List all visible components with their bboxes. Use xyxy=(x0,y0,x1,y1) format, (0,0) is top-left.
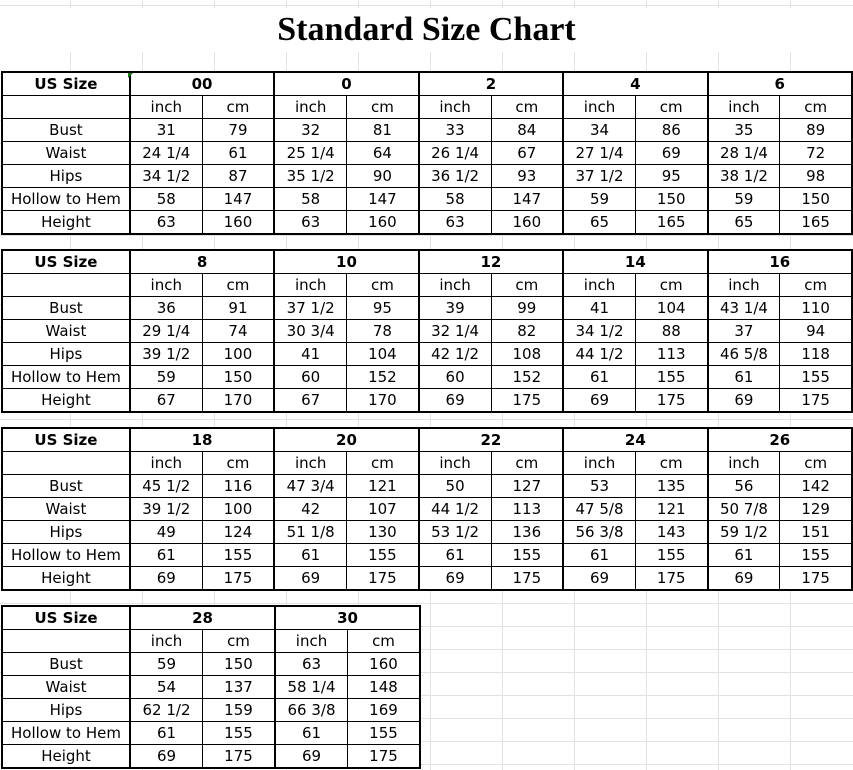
value-inch: 69 xyxy=(563,389,635,413)
value-inch: 34 xyxy=(563,119,635,142)
value-inch: 28 1/4 xyxy=(708,142,780,165)
unit-cm-header: cm xyxy=(348,630,421,653)
value-cm: 61 xyxy=(202,142,274,165)
value-inch: 37 1/2 xyxy=(563,165,635,188)
value-inch: 59 xyxy=(708,188,780,211)
value-inch: 61 xyxy=(275,722,348,745)
value-inch: 65 xyxy=(563,211,635,235)
value-cm: 165 xyxy=(635,211,707,235)
row-label: Hips xyxy=(2,699,130,722)
page-title: Standard Size Chart xyxy=(0,8,853,52)
row-label: Hollow to Hem xyxy=(2,722,130,745)
value-inch: 61 xyxy=(708,366,780,389)
unit-inch-header: inch xyxy=(274,274,346,297)
value-cm: 150 xyxy=(203,653,276,676)
value-inch: 25 1/4 xyxy=(274,142,346,165)
value-inch: 33 xyxy=(419,119,491,142)
row-label: Waist xyxy=(2,676,130,699)
value-cm: 98 xyxy=(780,165,852,188)
row-label: Hollow to Hem xyxy=(2,544,130,567)
unit-cm-header: cm xyxy=(347,452,419,475)
us-size-header: US Size xyxy=(2,72,130,96)
row-label: Waist xyxy=(2,320,130,343)
value-inch: 61 xyxy=(708,544,780,567)
value-inch: 61 xyxy=(563,366,635,389)
value-cm: 72 xyxy=(780,142,852,165)
value-cm: 81 xyxy=(347,119,419,142)
value-cm: 155 xyxy=(780,366,852,389)
value-cm: 136 xyxy=(491,521,563,544)
size-header: 28 xyxy=(130,606,275,630)
value-inch: 44 1/2 xyxy=(563,343,635,366)
value-cm: 129 xyxy=(780,498,852,521)
row-label: Waist xyxy=(2,498,130,521)
size-header: 00 xyxy=(130,72,274,96)
value-inch: 59 1/2 xyxy=(708,521,780,544)
value-inch: 35 1/2 xyxy=(274,165,346,188)
table-row xyxy=(2,567,852,591)
unit-cm-header: cm xyxy=(202,452,274,475)
value-cm: 150 xyxy=(202,366,274,389)
value-cm: 160 xyxy=(347,211,419,235)
value-inch: 63 xyxy=(130,211,202,235)
unit-cm-header: cm xyxy=(780,452,852,475)
row-label: Bust xyxy=(2,653,130,676)
value-cm: 147 xyxy=(202,188,274,211)
size-header: 8 xyxy=(130,250,274,274)
table-row xyxy=(2,653,420,676)
value-cm: 91 xyxy=(202,297,274,320)
unit-cm-header: cm xyxy=(780,274,852,297)
value-inch: 31 xyxy=(130,119,202,142)
value-inch: 53 xyxy=(563,475,635,498)
row-label: Hollow to Hem xyxy=(2,188,130,211)
value-inch: 61 xyxy=(130,722,203,745)
size-header: 2 xyxy=(419,72,563,96)
value-cm: 155 xyxy=(348,722,421,745)
size-header: 16 xyxy=(708,250,852,274)
value-cm: 64 xyxy=(347,142,419,165)
value-inch: 49 xyxy=(130,521,202,544)
value-cm: 155 xyxy=(202,544,274,567)
value-cm: 160 xyxy=(202,211,274,235)
unit-inch-header: inch xyxy=(130,452,202,475)
value-cm: 79 xyxy=(202,119,274,142)
size-header: 4 xyxy=(563,72,707,96)
value-cm: 86 xyxy=(635,119,707,142)
value-inch: 41 xyxy=(563,297,635,320)
us-size-header: US Size xyxy=(2,250,130,274)
value-cm: 88 xyxy=(635,320,707,343)
table-row xyxy=(2,188,852,211)
value-inch: 38 1/2 xyxy=(708,165,780,188)
table-row xyxy=(2,521,852,544)
value-cm: 116 xyxy=(202,475,274,498)
value-inch: 56 xyxy=(708,475,780,498)
value-cm: 95 xyxy=(347,297,419,320)
value-cm: 82 xyxy=(491,320,563,343)
value-cm: 165 xyxy=(780,211,852,235)
value-cm: 108 xyxy=(491,343,563,366)
value-cm: 175 xyxy=(780,389,852,413)
value-cm: 175 xyxy=(635,567,707,591)
unit-cm-header: cm xyxy=(635,96,707,119)
value-inch: 47 3/4 xyxy=(274,475,346,498)
table-row xyxy=(2,211,852,235)
value-inch: 39 xyxy=(419,297,491,320)
table-row xyxy=(2,297,852,320)
size-table xyxy=(1,249,853,413)
value-inch: 58 xyxy=(130,188,202,211)
value-inch: 69 xyxy=(563,567,635,591)
value-cm: 147 xyxy=(491,188,563,211)
value-cm: 159 xyxy=(203,699,276,722)
cell-comment-marker xyxy=(128,73,133,78)
unit-inch-header: inch xyxy=(708,96,780,119)
table-row xyxy=(2,722,420,745)
value-cm: 155 xyxy=(635,544,707,567)
value-inch: 61 xyxy=(563,544,635,567)
value-inch: 27 1/4 xyxy=(563,142,635,165)
unit-cm-header: cm xyxy=(202,96,274,119)
value-cm: 93 xyxy=(491,165,563,188)
value-cm: 87 xyxy=(202,165,274,188)
value-cm: 74 xyxy=(202,320,274,343)
value-cm: 107 xyxy=(347,498,419,521)
value-cm: 118 xyxy=(780,343,852,366)
value-inch: 34 1/2 xyxy=(130,165,202,188)
unit-cm-header: cm xyxy=(780,96,852,119)
value-cm: 113 xyxy=(635,343,707,366)
unit-inch-header: inch xyxy=(563,96,635,119)
value-cm: 104 xyxy=(347,343,419,366)
value-inch: 66 3/8 xyxy=(275,699,348,722)
value-inch: 45 1/2 xyxy=(130,475,202,498)
value-inch: 47 5/8 xyxy=(563,498,635,521)
value-cm: 170 xyxy=(347,389,419,413)
size-header: 6 xyxy=(708,72,852,96)
value-inch: 69 xyxy=(708,567,780,591)
value-inch: 46 5/8 xyxy=(708,343,780,366)
us-size-header: US Size xyxy=(2,606,130,630)
row-label: Hips xyxy=(2,521,130,544)
unit-cm-header: cm xyxy=(347,96,419,119)
value-cm: 155 xyxy=(203,722,276,745)
value-cm: 67 xyxy=(491,142,563,165)
unit-inch-header: inch xyxy=(563,274,635,297)
table-row xyxy=(2,498,852,521)
size-header: 12 xyxy=(419,250,563,274)
value-inch: 39 1/2 xyxy=(130,343,202,366)
value-inch: 43 1/4 xyxy=(708,297,780,320)
table-row xyxy=(2,142,852,165)
size-header: 14 xyxy=(563,250,707,274)
value-inch: 36 1/2 xyxy=(419,165,491,188)
unit-inch-header: inch xyxy=(130,274,202,297)
unit-inch-header: inch xyxy=(130,630,203,653)
value-cm: 143 xyxy=(635,521,707,544)
row-label: Height xyxy=(2,389,130,413)
value-inch: 59 xyxy=(130,653,203,676)
size-header: 22 xyxy=(419,428,563,452)
value-cm: 100 xyxy=(202,343,274,366)
value-inch: 42 xyxy=(274,498,346,521)
value-cm: 152 xyxy=(491,366,563,389)
size-header: 20 xyxy=(274,428,418,452)
value-inch: 35 xyxy=(708,119,780,142)
value-cm: 175 xyxy=(347,567,419,591)
value-inch: 37 1/2 xyxy=(274,297,346,320)
value-cm: 175 xyxy=(635,389,707,413)
value-inch: 41 xyxy=(274,343,346,366)
table-row xyxy=(2,343,852,366)
value-inch: 60 xyxy=(419,366,491,389)
size-table xyxy=(1,71,853,235)
unit-cm-header: cm xyxy=(347,274,419,297)
table-row xyxy=(2,676,420,699)
value-inch: 69 xyxy=(708,389,780,413)
unit-inch-header: inch xyxy=(563,452,635,475)
value-inch: 44 1/2 xyxy=(419,498,491,521)
value-cm: 130 xyxy=(347,521,419,544)
value-cm: 104 xyxy=(635,297,707,320)
unit-inch-header: inch xyxy=(419,452,491,475)
value-cm: 155 xyxy=(635,366,707,389)
value-inch: 56 3/8 xyxy=(563,521,635,544)
value-inch: 69 xyxy=(274,567,346,591)
row-label: Height xyxy=(2,211,130,235)
unit-cm-header: cm xyxy=(491,274,563,297)
value-inch: 67 xyxy=(274,389,346,413)
value-cm: 99 xyxy=(491,297,563,320)
value-cm: 175 xyxy=(348,745,421,769)
size-header: 0 xyxy=(274,72,418,96)
value-inch: 29 1/4 xyxy=(130,320,202,343)
value-inch: 69 xyxy=(275,745,348,769)
size-table xyxy=(1,605,421,769)
table-row xyxy=(2,119,852,142)
unit-inch-header: inch xyxy=(708,452,780,475)
value-cm: 135 xyxy=(635,475,707,498)
value-inch: 58 1/4 xyxy=(275,676,348,699)
value-cm: 170 xyxy=(202,389,274,413)
unit-cm-header: cm xyxy=(635,274,707,297)
value-inch: 24 1/4 xyxy=(130,142,202,165)
value-cm: 152 xyxy=(347,366,419,389)
value-cm: 155 xyxy=(780,544,852,567)
value-cm: 137 xyxy=(203,676,276,699)
value-inch: 61 xyxy=(274,544,346,567)
value-inch: 26 1/4 xyxy=(419,142,491,165)
table-row xyxy=(2,544,852,567)
row-label: Hips xyxy=(2,165,130,188)
value-cm: 150 xyxy=(780,188,852,211)
value-cm: 142 xyxy=(780,475,852,498)
value-cm: 151 xyxy=(780,521,852,544)
value-cm: 78 xyxy=(347,320,419,343)
value-cm: 113 xyxy=(491,498,563,521)
value-cm: 100 xyxy=(202,498,274,521)
value-cm: 124 xyxy=(202,521,274,544)
table-row xyxy=(2,475,852,498)
value-inch: 42 1/2 xyxy=(419,343,491,366)
value-cm: 155 xyxy=(347,544,419,567)
value-inch: 50 xyxy=(419,475,491,498)
value-inch: 30 3/4 xyxy=(274,320,346,343)
size-header: 10 xyxy=(274,250,418,274)
table-row xyxy=(2,699,420,722)
value-cm: 95 xyxy=(635,165,707,188)
value-inch: 63 xyxy=(275,653,348,676)
value-inch: 67 xyxy=(130,389,202,413)
table-row xyxy=(2,745,420,769)
value-inch: 59 xyxy=(130,366,202,389)
value-cm: 175 xyxy=(491,567,563,591)
table-row xyxy=(2,389,852,413)
table-row xyxy=(2,320,852,343)
row-label: Bust xyxy=(2,119,130,142)
value-inch: 34 1/2 xyxy=(563,320,635,343)
value-inch: 63 xyxy=(419,211,491,235)
value-inch: 32 xyxy=(274,119,346,142)
value-cm: 150 xyxy=(635,188,707,211)
table-row xyxy=(2,366,852,389)
value-cm: 155 xyxy=(491,544,563,567)
value-inch: 36 xyxy=(130,297,202,320)
value-inch: 54 xyxy=(130,676,203,699)
value-inch: 50 7/8 xyxy=(708,498,780,521)
value-cm: 127 xyxy=(491,475,563,498)
row-label: Waist xyxy=(2,142,130,165)
unit-inch-header: inch xyxy=(130,96,202,119)
row-label: Height xyxy=(2,745,130,769)
blank-cell xyxy=(2,630,130,653)
value-inch: 61 xyxy=(419,544,491,567)
value-cm: 94 xyxy=(780,320,852,343)
value-inch: 58 xyxy=(274,188,346,211)
value-inch: 53 1/2 xyxy=(419,521,491,544)
unit-inch-header: inch xyxy=(274,452,346,475)
value-inch: 51 1/8 xyxy=(274,521,346,544)
unit-cm-header: cm xyxy=(491,452,563,475)
unit-inch-header: inch xyxy=(274,96,346,119)
value-inch: 58 xyxy=(419,188,491,211)
row-label: Height xyxy=(2,567,130,591)
row-label: Hollow to Hem xyxy=(2,366,130,389)
value-inch: 63 xyxy=(274,211,346,235)
row-label: Bust xyxy=(2,297,130,320)
value-cm: 148 xyxy=(348,676,421,699)
value-inch: 59 xyxy=(563,188,635,211)
value-inch: 32 1/4 xyxy=(419,320,491,343)
value-cm: 89 xyxy=(780,119,852,142)
row-label: Hips xyxy=(2,343,130,366)
unit-cm-header: cm xyxy=(635,452,707,475)
size-table xyxy=(1,427,853,591)
us-size-header: US Size xyxy=(2,428,130,452)
value-cm: 175 xyxy=(203,745,276,769)
value-cm: 175 xyxy=(491,389,563,413)
value-inch: 39 1/2 xyxy=(130,498,202,521)
value-inch: 69 xyxy=(419,567,491,591)
value-inch: 69 xyxy=(130,567,202,591)
value-cm: 84 xyxy=(491,119,563,142)
blank-cell xyxy=(2,96,130,119)
value-inch: 65 xyxy=(708,211,780,235)
value-cm: 175 xyxy=(202,567,274,591)
value-inch: 60 xyxy=(274,366,346,389)
value-cm: 160 xyxy=(491,211,563,235)
unit-cm-header: cm xyxy=(202,274,274,297)
value-cm: 175 xyxy=(780,567,852,591)
size-header: 30 xyxy=(275,606,420,630)
unit-inch-header: inch xyxy=(708,274,780,297)
size-header: 24 xyxy=(563,428,707,452)
value-inch: 37 xyxy=(708,320,780,343)
value-cm: 160 xyxy=(348,653,421,676)
blank-cell xyxy=(2,274,130,297)
row-label: Bust xyxy=(2,475,130,498)
value-cm: 121 xyxy=(635,498,707,521)
value-cm: 121 xyxy=(347,475,419,498)
value-cm: 69 xyxy=(635,142,707,165)
value-inch: 62 1/2 xyxy=(130,699,203,722)
unit-inch-header: inch xyxy=(419,96,491,119)
value-cm: 90 xyxy=(347,165,419,188)
unit-cm-header: cm xyxy=(203,630,276,653)
value-inch: 61 xyxy=(130,544,202,567)
table-row xyxy=(2,165,852,188)
value-inch: 69 xyxy=(419,389,491,413)
value-cm: 110 xyxy=(780,297,852,320)
value-cm: 169 xyxy=(348,699,421,722)
blank-cell xyxy=(2,452,130,475)
size-header: 26 xyxy=(708,428,852,452)
value-inch: 69 xyxy=(130,745,203,769)
unit-cm-header: cm xyxy=(491,96,563,119)
size-header: 18 xyxy=(130,428,274,452)
unit-inch-header: inch xyxy=(275,630,348,653)
value-cm: 147 xyxy=(347,188,419,211)
unit-inch-header: inch xyxy=(419,274,491,297)
